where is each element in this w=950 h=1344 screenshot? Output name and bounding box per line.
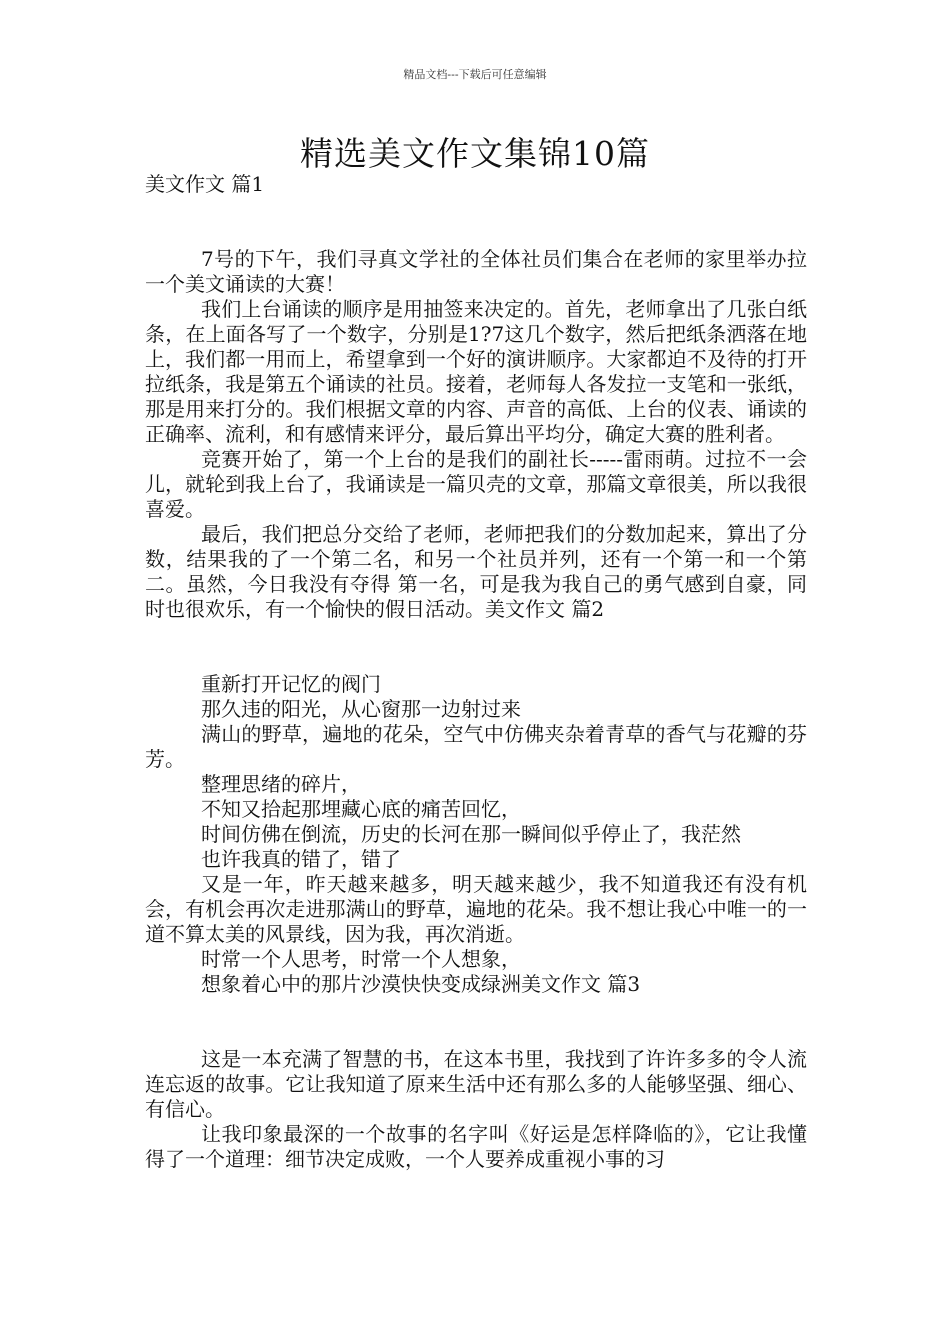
spacer [145,197,807,247]
paragraph: 时常一个人思考，时常一个人想象， [201,947,521,971]
page-header: 精品文档---下载后可任意编辑 [403,68,547,81]
paragraph: 整理思绪的碎片， [201,772,361,796]
paragraph: 重新打开记忆的阀门 [201,672,381,696]
spacer [145,622,807,672]
paragraph: 最后，我们把总分交给了老师，老师把我们的分数加起来，算出了分数，结果我的了一个第二名，和另一个社员并列，还有一个第一和一个第二。虽然，今日我没有夺得 第一名，可是我为我自己的勇气感到自豪，同时也很欢乐，有一个愉快的假日活动。美文作文 篇2 [145,522,807,621]
paragraph: 7号的下午，我们寻真文学社的全体社员们集合在老师的家里举办拉一个美文诵读的大赛！ [145,247,807,296]
section-heading: 美文作文 篇1 [145,172,265,196]
paragraph: 这是一本充满了智慧的书，在这本书里，我找到了许许多多的令人流连忘返的故事。它让我知道了原来生活中还有那么多的人能够坚强、细心、有信心。 [145,1047,807,1121]
paragraph: 竞赛开始了，第一个上台的是我们的副社长-----雷雨萌。过拉不一会儿，就轮到我上台了，我诵读是一篇贝壳的文章，那篇文章很美，所以我很喜爱。 [145,447,807,521]
paragraph: 时间仿佛在倒流，历史的长河在那一瞬间似乎停止了，我茫然 [201,822,741,846]
document-title: 精选美文作文集锦10篇 [300,134,650,173]
spacer [145,997,807,1047]
paragraph: 又是一年，昨天越来越多，明天越来越少，我不知道我还有没有机会，有机会再次走进那满山的野草，遍地的花朵。我不想让我心中唯一的一道不算太美的风景线，因为我，再次消逝。 [145,872,807,946]
paragraph: 我们上台诵读的顺序是用抽签来决定的。首先，老师拿出了几张白纸条，在上面各写了一个数字，分别是1?7这几个数字，然后把纸条洒落在地上，我们都一用而上，希望拿到一个好的演讲顺序。大家都迫不及待的打开拉纸条，我是第五个诵读的社员。接着，老师每人各发拉一支笔和一张纸，那是用来打分的。我们根据文章的内容、声音的高低、上台的仪表、诵读的正确率、流利，和有感情来评分，最后算出平均分，确定大赛的胜利者。 [145,297,807,446]
paragraph: 想象着心中的那片沙漠快快变成绿洲美文作文 篇3 [201,972,641,996]
document-body [145,172,807,1172]
paragraph: 让我印象最深的一个故事的名字叫《好运是怎样降临的》，它让我懂得了一个道理：细节决定成败，一个人要养成重视小事的习 [145,1122,807,1171]
paragraph: 也许我真的错了，错了 [201,847,401,871]
paragraph: 满山的野草，遍地的花朵，空气中仿佛夹杂着青草的香气与花瓣的芬芳。 [145,722,807,771]
paragraph: 那久违的阳光，从心窗那一边射过来 [201,697,521,721]
paragraph: 不知又拾起那埋藏心底的痛苦回忆， [201,797,521,821]
